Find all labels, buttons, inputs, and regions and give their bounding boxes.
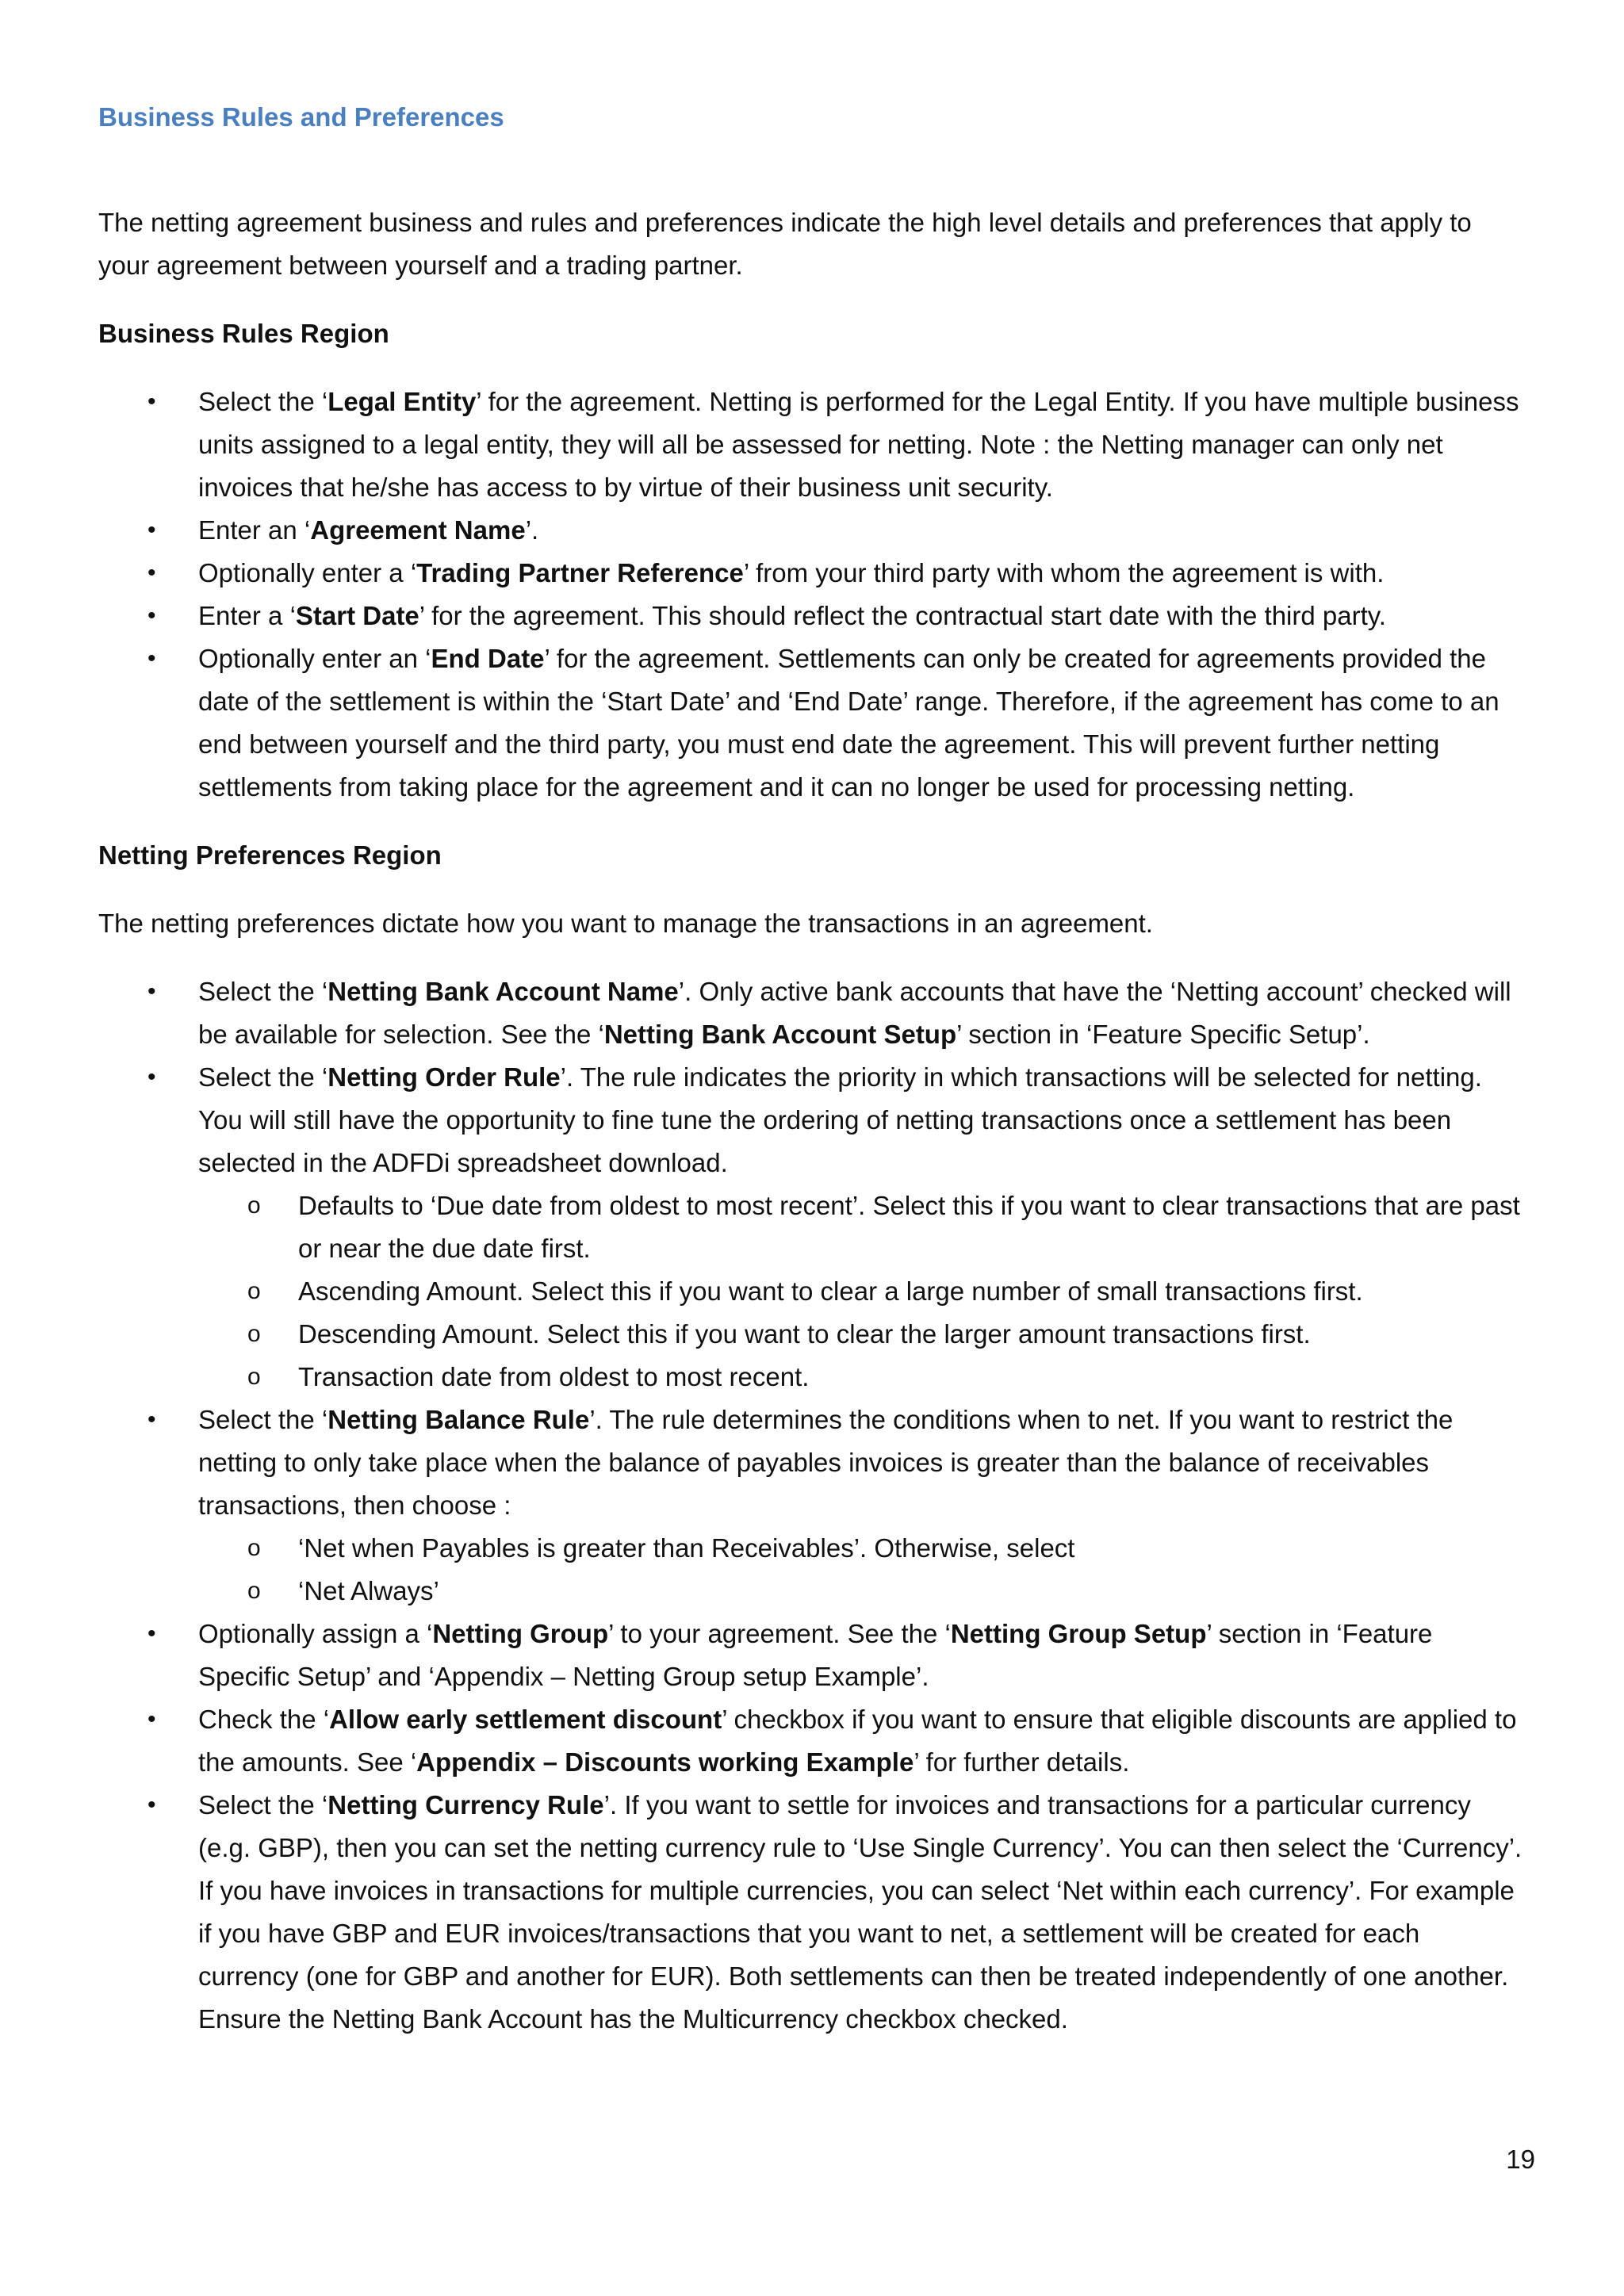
list-item-bank-account: • Select the ‘Netting Bank Account Name’. Only active bank accounts that have the ‘Netting account’ checked will be available for selection. See the ‘Netting Bank Account Setup’ section in ‘Feature Specific Setup’.: [98, 970, 1526, 1056]
sub-list-item: o Transaction date from oldest to most recent.: [198, 1356, 1526, 1399]
sub-list-item: o Ascending Amount. Select this if you want to clear a large number of small transactions first.: [198, 1270, 1526, 1313]
list-item: • Enter a ‘Start Date’ for the agreement. This should reflect the contractual start date with the third party.: [98, 595, 1526, 637]
bullet-icon: •: [147, 1706, 156, 1732]
sub-list-item: o ‘Net Always’: [198, 1570, 1526, 1613]
sub-bullet-icon: o: [247, 1535, 261, 1561]
sub-list-item: o Descending Amount. Select this if you want to clear the larger amount transactions first.: [198, 1313, 1526, 1356]
bullet-icon: •: [147, 560, 156, 586]
list-item-currency-rule: • Select the ‘Netting Currency Rule’. If you want to settle for invoices and transactions for a particular currency (e.g. GBP), then you can set the netting currency rule to ‘Use Single Currency’. You can then select the ‘Currency’. If you have invoices in transactions for multiple currencies, you can select ‘Net within each currency’. For example if you have GBP and EUR invoices/transactions that you want to net, a settlement will be created for each currency (one for GBP and another for EUR). Both settlements can then be treated independently of one another. Ensure the Netting Bank Account has the Multicurrency checkbox checked.: [98, 1784, 1526, 2041]
list-item-netting-group: • Optionally assign a ‘Netting Group’ to your agreement. See the ‘Netting Group Setup’ section in ‘Feature Specific Setup’ and ‘Appendix – Netting Group setup Example’.: [98, 1613, 1526, 1698]
bullet-icon: •: [147, 603, 156, 629]
list-item: • Enter an ‘Agreement Name’.: [98, 509, 1526, 552]
bullet-icon: •: [147, 388, 156, 415]
bullet-icon: •: [147, 1064, 156, 1090]
bullet-icon: •: [147, 978, 156, 1004]
list-item: • Optionally enter a ‘Trading Partner Reference’ from your third party with whom the agreement is with.: [98, 552, 1526, 595]
netting-preferences-list: [98, 970, 1526, 2041]
list-item-balance-rule: • Select the ‘Netting Balance Rule’. The rule determines the conditions when to net. If you want to restrict the netting to only take place when the balance of payables invoices is greater than the balance of receivables transactions, then choose : o ‘Net when Payables is greater than Receivables’. Otherwise, select o ‘Net Always’: [98, 1399, 1526, 1613]
sub-bullet-icon: o: [247, 1192, 261, 1219]
netting-preferences-intro: The netting preferences dictate how you want to manage the transactions in an agreement.: [98, 909, 1153, 938]
sub-list-item: o ‘Net when Payables is greater than Receivables’. Otherwise, select: [198, 1527, 1526, 1570]
sub-list-item: o Defaults to ‘Due date from oldest to most recent’. Select this if you want to clear transactions that are past or near the due date first.: [198, 1184, 1526, 1270]
list-item: • Optionally enter an ‘End Date’ for the agreement. Settlements can only be created for agreements provided the date of the settlement is within the ‘Start Date’ and ‘End Date’ range. Therefore, if the agreement has come to an end between yourself and the third party, you must end date the agreement. This will prevent further netting settlements from taking place for the agreement and it can no longer be used for processing netting.: [98, 637, 1526, 809]
bullet-icon: •: [147, 517, 156, 543]
business-rules-heading: Business Rules Region: [98, 319, 389, 348]
page-number: 19: [1506, 2145, 1535, 2174]
bullet-icon: •: [147, 1621, 156, 1647]
sub-bullet-icon: o: [247, 1321, 261, 1347]
balance-rule-options: [198, 1527, 1526, 1613]
sub-bullet-icon: o: [247, 1278, 261, 1304]
bullet-icon: •: [147, 1792, 156, 1818]
list-item-discount: • Check the ‘Allow early settlement discount’ checkbox if you want to ensure that eligible discounts are applied to the amounts. See ‘Appendix – Discounts working Example’ for further details.: [98, 1698, 1526, 1784]
sub-bullet-icon: o: [247, 1578, 261, 1604]
bullet-icon: •: [147, 645, 156, 672]
list-item: • Select the ‘Legal Entity’ for the agreement. Netting is performed for the Legal Entity. If you have multiple business units assigned to a legal entity, they will all be assessed for netting. Note : the Netting manager can only net invoices that he/she has access to by virtue of their business unit security.: [98, 381, 1526, 509]
netting-preferences-heading: Netting Preferences Region: [98, 840, 442, 870]
order-rule-options: [198, 1184, 1526, 1399]
section-heading: Business Rules and Preferences: [98, 102, 504, 132]
intro-paragraph: The netting agreement business and rules and preferences indicate the high level details and preferences that apply to your agreement between yourself and a trading partner.: [98, 208, 1472, 280]
bullet-icon: •: [147, 1406, 156, 1433]
sub-bullet-icon: o: [247, 1364, 261, 1390]
business-rules-list: [98, 381, 1526, 809]
list-item-order-rule: • Select the ‘Netting Order Rule’. The rule indicates the priority in which transactions will be selected for netting. You will still have the opportunity to fine tune the ordering of netting transactions once a settlement has been selected in the ADFDi spreadsheet download. o Defaults to ‘Due date from oldest to most recent’. Select this if you want to clear transactions that are past or near the due date first. o Ascending Amount. Select this if you want to clear a large number of small transactions first. o Descending Amount. Select this if you want to clear the larger amount transactions first. o Transaction date from oldest to most recent.: [98, 1056, 1526, 1399]
